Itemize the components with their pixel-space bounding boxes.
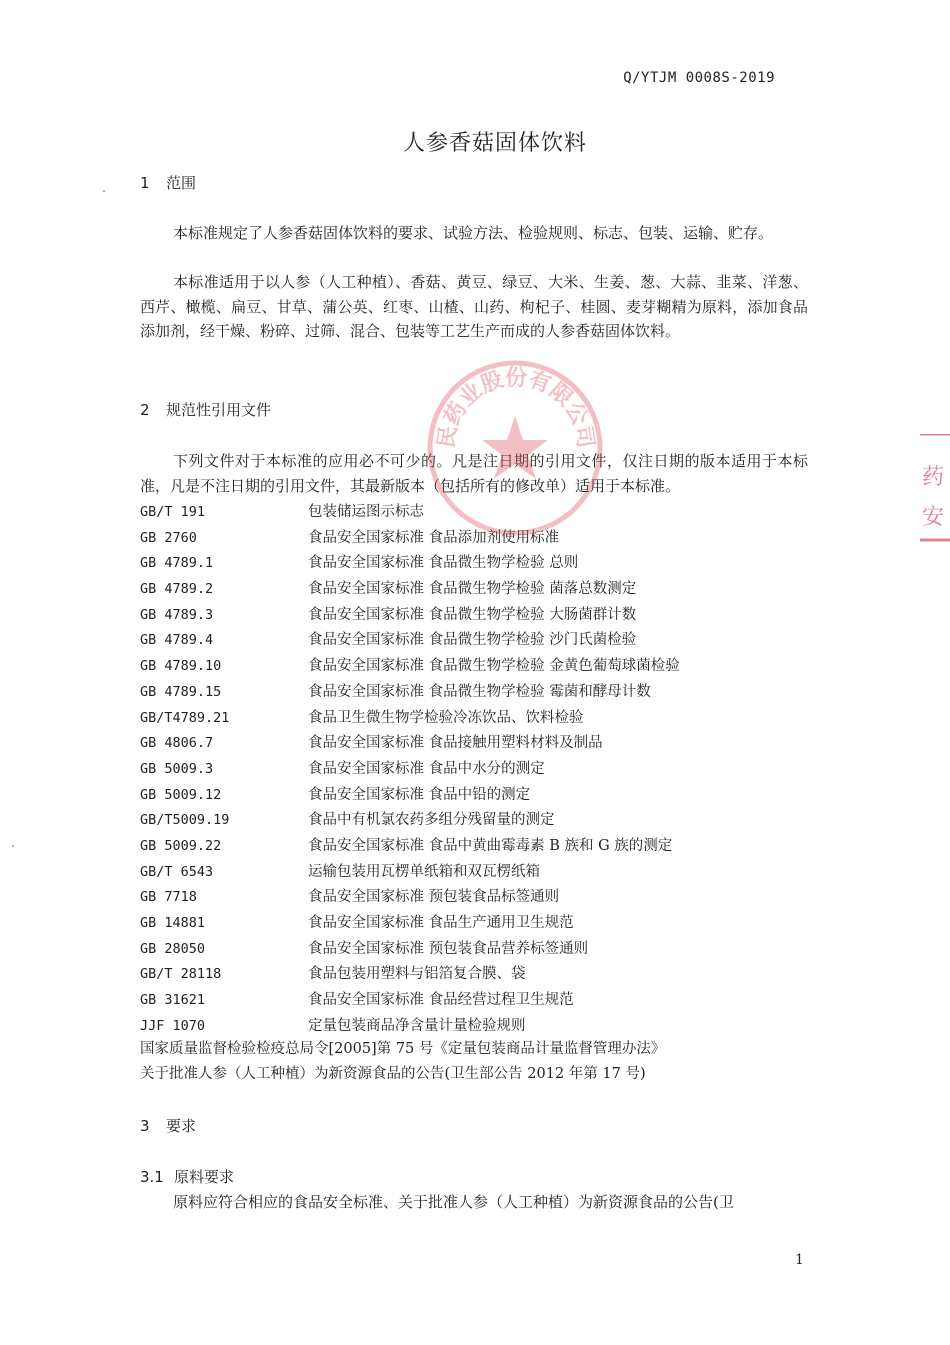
reference-code: GB 2760 xyxy=(140,529,197,546)
reference-code: GB 14881 xyxy=(140,915,206,931)
section-1-paragraph-1: 本标准规定了人参香菇固体饮料的要求、试验方法、检验规则、标志、包装、运输、贮存。 xyxy=(173,224,774,242)
document-number: Q/YTJM 0008S-2019 xyxy=(623,70,775,86)
company-seal-stamp xyxy=(425,358,605,538)
reference-title: 食品中有机氯农药多组分残留量的测定 xyxy=(308,812,555,829)
section-2-heading xyxy=(140,399,271,420)
scan-speck xyxy=(103,190,105,192)
reference-title: 食品安全国家标准 食品微生物学检验 金黄色葡萄球菌检验 xyxy=(308,658,680,675)
reference-row xyxy=(140,860,820,886)
reference-code: GB 4789.10 xyxy=(140,658,222,675)
reference-code: GB 4789.3 xyxy=(140,606,214,623)
reference-title: 食品安全国家标准 食品生产通用卫生规范 xyxy=(308,915,574,931)
reference-row xyxy=(140,783,820,809)
reference-row xyxy=(140,603,820,629)
reference-row xyxy=(140,551,820,577)
reference-title: 食品安全国家标准 食品中黄曲霉毒素 B 族和 G 族的测定 xyxy=(308,837,673,854)
reference-code: GB 4789.2 xyxy=(140,581,214,598)
reference-code: GB 4806.7 xyxy=(140,735,214,752)
reference-code: JJF 1070 xyxy=(140,1017,206,1034)
subsection-title: 原料要求 xyxy=(174,1168,235,1186)
reference-title: 食品安全国家标准 食品微生物学检验 总则 xyxy=(308,555,579,572)
reference-title: 食品安全国家标准 食品微生物学检验 沙门氏菌检验 xyxy=(308,632,637,649)
reference-code: GB/T 191 xyxy=(140,504,206,520)
reference-title: 食品安全国家标准 食品中水分的测定 xyxy=(308,760,545,777)
svg-text:安: 安 xyxy=(922,505,945,530)
seal-text: 民药业股份有限公司 xyxy=(434,365,598,450)
reference-code: GB/T 6543 xyxy=(140,863,214,880)
reference-code: GB 5009.3 xyxy=(140,760,214,777)
reference-code: GB 4789.1 xyxy=(140,555,214,572)
section-1-heading xyxy=(140,172,196,193)
edge-seal-fragment xyxy=(912,434,950,544)
reference-code: GB/T4789.21 xyxy=(140,709,230,726)
section-title: 要求 xyxy=(166,1117,197,1135)
reference-title: 食品安全国家标准 食品微生物学检验 菌落总数测定 xyxy=(308,581,637,598)
reference-title: 包装储运图示标志 xyxy=(308,504,424,520)
reference-row xyxy=(140,808,820,834)
reference-code: GB 4789.4 xyxy=(140,632,214,649)
section-number: 2 xyxy=(140,401,150,419)
reference-title: 食品包装用塑料与铝箔复合膜、袋 xyxy=(308,966,526,983)
reference-row xyxy=(140,577,820,603)
reference-row xyxy=(140,988,820,1014)
subsection-number: 3.1 xyxy=(140,1168,164,1186)
seal-star-icon xyxy=(482,416,548,479)
reference-row xyxy=(140,1014,820,1040)
page-number: 1 xyxy=(795,1252,804,1268)
reference-title: 运输包装用瓦楞单纸箱和双瓦楞纸箱 xyxy=(308,863,540,880)
reference-code: GB 7718 xyxy=(140,889,197,906)
reference-code: GB 28050 xyxy=(140,940,206,957)
section-2-intro: 下列文件对于本标准的应用必不可少的。凡是注日期的引用文件，仅注日期的版本适用于本标准，凡是不注日期的引用文件，其最新版本（包括所有的修改单）适用于本标准。 xyxy=(140,452,808,495)
section-title: 规范性引用文件 xyxy=(166,401,272,419)
reference-title: 食品安全国家标准 食品微生物学检验 霉菌和酵母计数 xyxy=(308,683,651,700)
scan-speck xyxy=(12,845,14,847)
reference-code: GB 5009.22 xyxy=(140,837,222,854)
reference-row xyxy=(140,757,820,783)
document-title: 人参香菇固体饮料 xyxy=(402,131,587,156)
reference-extra-2: 关于批准人参（人工种植）为新资源食品的公告(卫生部公告 2012 年第 17 号) xyxy=(140,1066,646,1082)
reference-row xyxy=(140,937,820,963)
reference-row xyxy=(140,885,820,911)
reference-row xyxy=(140,628,820,654)
reference-title: 食品安全国家标准 食品微生物学检验 大肠菌群计数 xyxy=(308,606,637,623)
reference-row xyxy=(140,962,820,988)
reference-code: GB/T 28118 xyxy=(140,966,222,983)
reference-row xyxy=(140,911,820,937)
section-title: 范围 xyxy=(166,174,197,192)
reference-title: 食品安全国家标准 食品添加剂使用标准 xyxy=(308,529,560,546)
reference-row xyxy=(140,731,820,757)
reference-code: GB 5009.12 xyxy=(140,786,222,803)
reference-code: GB 4789.15 xyxy=(140,683,222,700)
subsection-3-1-paragraph: 原料应符合相应的食品安全标准、关于批准人参（人工种植）为新资源食品的公告(卫 xyxy=(173,1193,734,1211)
reference-title: 食品安全国家标准 预包装食品营养标签通则 xyxy=(308,940,589,957)
reference-title: 定量包装商品净含量计量检验规则 xyxy=(308,1017,526,1034)
reference-title: 食品安全国家标准 食品中铅的测定 xyxy=(308,786,531,803)
reference-title: 食品安全国家标准 预包装食品标签通则 xyxy=(308,889,560,906)
reference-row xyxy=(140,706,820,732)
section-3-heading xyxy=(140,1115,196,1136)
section-number: 3 xyxy=(140,1117,150,1135)
reference-list xyxy=(140,500,820,1039)
reference-row xyxy=(140,834,820,860)
section-1-paragraph-2: 本标准适用于以人参（人工种植）、香菇、黄豆、绿豆、大米、生姜、葱、大蒜、韭菜、洋葱、西芹、橄榄、扁豆、甘草、蒲公英、红枣、山楂、山药、枸杞子、桂圆、麦芽糊精为原料，添加食品添加剂，经干燥、粉碎、过筛、混合、包装等工艺生产而成的人参香菇固体饮料。 xyxy=(140,273,808,340)
reference-title: 食品卫生微生物学检验冷冻饮品、饮料检验 xyxy=(308,709,584,726)
reference-title: 食品安全国家标准 食品经营过程卫生规范 xyxy=(308,992,574,1009)
svg-text:药: 药 xyxy=(922,465,945,490)
reference-row xyxy=(140,654,820,680)
reference-extra-1: 国家质量监督检验检疫总局令[2005]第 75 号《定量包装商品计量监督管理办法》 xyxy=(140,1041,666,1057)
reference-row xyxy=(140,680,820,706)
subsection-3-1-heading xyxy=(140,1166,234,1187)
reference-code: GB/T5009.19 xyxy=(140,812,230,829)
section-number: 1 xyxy=(140,174,150,192)
reference-title: 食品安全国家标准 食品接触用塑料材料及制品 xyxy=(308,735,603,752)
reference-code: GB 31621 xyxy=(140,992,206,1009)
